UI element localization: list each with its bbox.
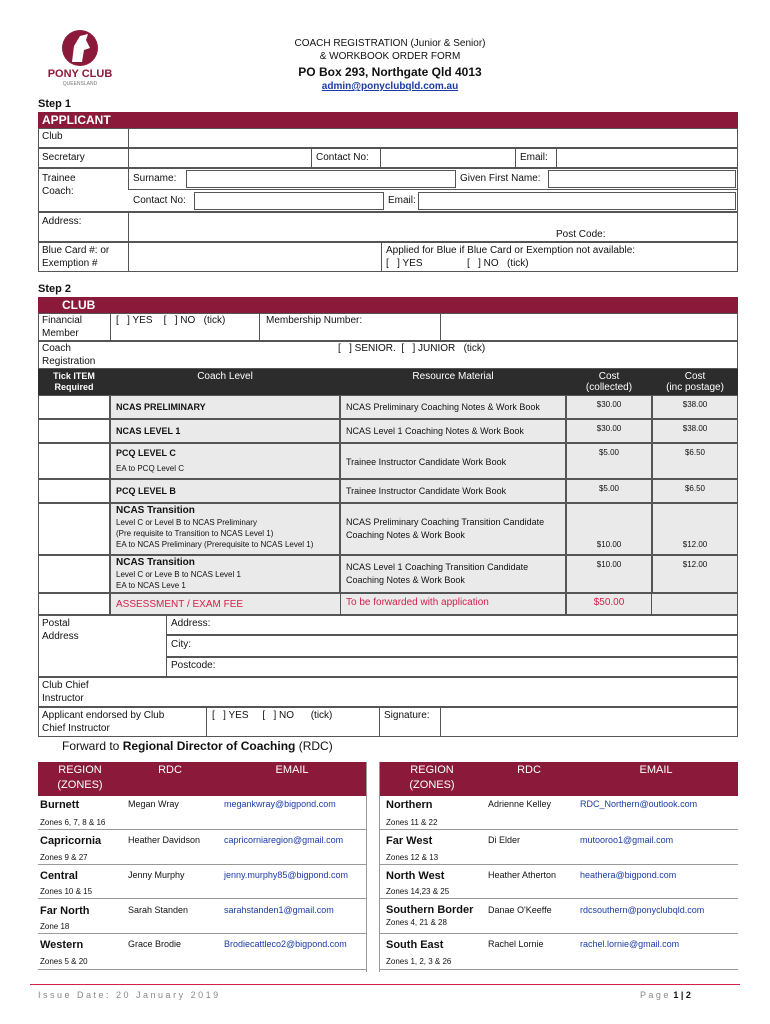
page-value: 1 | 2 (673, 990, 691, 1000)
secretary-input[interactable] (128, 148, 312, 168)
header-email-link[interactable]: admin@ponyclubqld.com.au (321, 81, 459, 92)
item-cost-postage: $38.00 (682, 400, 708, 409)
page-number (640, 990, 691, 1000)
rdc-th-zones: (ZONES) (57, 779, 103, 791)
table-cell (340, 503, 566, 555)
address-input[interactable] (128, 212, 738, 242)
item-cost-collected: $5.00 (598, 484, 620, 493)
rdc-name: Megan Wray (128, 799, 179, 809)
item-level: NCAS LEVEL 1 (116, 426, 181, 436)
rdc-left-table (38, 796, 366, 972)
rdc-row (38, 865, 366, 899)
tick-box[interactable] (38, 395, 110, 419)
issue-date: I s s u e D a t e : 2 0 J a n u a r y 2 0 1 9 (38, 990, 219, 1000)
rdc-row (380, 796, 738, 830)
coach-reg-label: Coach (42, 343, 71, 354)
rdc-region: Central (40, 870, 78, 882)
item-level: PCQ LEVEL B (116, 486, 176, 496)
item-cost-collected: $10.00 (596, 560, 622, 569)
exemption-label: Exemption # (42, 258, 98, 269)
rdc-zones: Zones 4, 21 & 28 (386, 918, 447, 927)
rdc-name: Adrienne Kelley (488, 799, 552, 809)
rdc-name: Rachel Lornie (488, 939, 544, 949)
form-title: COACH REGISTRATION (Junior & Senior) (294, 38, 486, 49)
rdc-region: North West (386, 870, 445, 882)
secretary-contact-input[interactable] (380, 148, 516, 168)
horse-head-icon (30, 26, 130, 70)
rdc-region: Southern Border (386, 904, 474, 916)
membership-input[interactable] (440, 313, 738, 341)
pony-club-logo (30, 26, 130, 92)
rdc-th-region: REGION (410, 764, 454, 776)
rdc-zones: Zones 6, 7, 8 & 16 (40, 818, 106, 827)
postal-city-input[interactable] (166, 635, 738, 657)
rdc-name: Di Elder (488, 835, 521, 845)
item-resource: Trainee Instructor Candidate Work Book (346, 486, 507, 496)
item-resource: NCAS Preliminary Coaching Transition Candidate (346, 517, 545, 527)
tick-box[interactable] (38, 443, 110, 479)
rdc-th-email: EMAIL (275, 764, 309, 776)
item-cost-collected: $10.00 (596, 540, 622, 549)
item-cost-postage: $6.50 (684, 448, 706, 457)
item-sub: EA to NCAS Preliminary (Prerequisite to NCAS Level 1) (116, 540, 314, 549)
rdc-divider (366, 762, 380, 972)
rdc-region: Burnett (40, 799, 80, 811)
trainee-label: Trainee (42, 173, 76, 184)
postal-city-label: City: (171, 639, 191, 650)
endorse-label: Applicant endorsed by Club (42, 710, 165, 721)
item-resource: Coaching Notes & Work Book (346, 575, 465, 585)
applicant-bar-title: APPLICANT (42, 113, 111, 127)
rdc-row (380, 934, 738, 970)
tick-box[interactable] (38, 503, 110, 555)
postal-address-label: Address (42, 631, 79, 642)
given-name-input[interactable] (548, 170, 736, 188)
rdc-email-link[interactable]: rdcsouthern@ponyclubqld.com (580, 905, 705, 915)
footer-divider (30, 984, 740, 985)
signature-label: Signature: (384, 710, 430, 721)
rdc-row (380, 899, 738, 934)
item-cost-postage: $38.00 (682, 424, 708, 433)
item-level: NCAS PRELIMINARY (116, 402, 206, 412)
trainee-email-label: Email: (388, 195, 416, 206)
rdc-region: Far North (40, 905, 90, 917)
rdc-email-link[interactable]: sarahstanden1@gmail.com (224, 905, 334, 915)
step2-label: Step 2 (38, 283, 72, 295)
item-level: NCAS Transition (116, 557, 195, 568)
rdc-name: Sarah Standen (128, 905, 189, 915)
forward-post: (RDC) (295, 739, 333, 753)
postal-address-header: PO Box 293, Northgate Qld 4013 (298, 65, 482, 79)
th-tick: Tick ITEM (53, 371, 95, 381)
rdc-right-table (380, 796, 738, 972)
item-sub: EA to NCAS Leve 1 (116, 581, 186, 590)
rdc-region: South East (386, 939, 444, 951)
rdc-th-email: EMAIL (639, 764, 673, 776)
rdc-zones: Zones 11 & 22 (386, 818, 438, 827)
logo-subtext: QUEENSLAND (62, 81, 98, 87)
th-inc-postage: (inc postage) (666, 382, 724, 393)
blue-applied-label: Applied for Blue if Blue Card or Exemption not available: (386, 245, 636, 256)
forward-text (62, 739, 333, 753)
coach-label: Coach: (42, 186, 74, 197)
item-cost-postage: $6.50 (684, 484, 706, 493)
tick-box[interactable] (38, 593, 110, 615)
tick-box[interactable] (38, 419, 110, 443)
rdc-th-zones: (ZONES) (409, 779, 455, 791)
secretary-label: Secretary (42, 152, 85, 163)
signature-input[interactable] (440, 707, 738, 737)
rdc-zones: Zones 14,23 & 25 (386, 887, 450, 896)
secretary-email-label: Email: (520, 152, 548, 163)
rdc-name: Heather Davidson (128, 835, 201, 845)
th-resource: Resource Material (412, 371, 494, 382)
rdc-name: Jenny Murphy (128, 870, 185, 880)
item-resource: NCAS Preliminary Coaching Notes & Work Book (346, 402, 540, 412)
rdc-email-link[interactable]: megankwray@bigpond.com (224, 799, 336, 809)
secretary-contact-label: Contact No: (316, 152, 369, 163)
rdc-email-link[interactable]: RDC_Northern@outlook.com (580, 799, 698, 809)
rdc-email-link[interactable]: rachel.lornie@gmail.com (580, 939, 680, 949)
rdc-zones: Zones 9 & 27 (40, 853, 88, 862)
blue-card-label: Blue Card #: or (42, 245, 110, 256)
blue-card-input[interactable] (128, 242, 382, 272)
club-label: Club (42, 131, 63, 142)
th-collected: (collected) (585, 382, 633, 393)
rdc-zones: Zones 10 & 15 (40, 887, 93, 896)
item-cost-collected: $30.00 (596, 400, 622, 409)
rdc-region: Capricornia (40, 835, 102, 847)
address-label: Address: (42, 216, 82, 227)
item-resource: NCAS Level 1 Coaching Notes & Work Book (346, 426, 524, 436)
surname-input[interactable] (186, 170, 456, 188)
instructor-label: Instructor (42, 693, 84, 704)
assessment-label: ASSESSMENT / EXAM FEE (116, 599, 244, 610)
financial-options: [ ] YES [ ] NO (tick) (116, 315, 226, 326)
trainee-contact-label: Contact No: (133, 195, 186, 206)
applicant-bar (38, 112, 738, 128)
rdc-region: Far West (386, 835, 433, 847)
financial-label: Financial (42, 315, 83, 326)
rdc-email-link[interactable]: heathera@bigpond.com (580, 870, 677, 880)
rdc-name: Grace Brodie (128, 939, 182, 949)
rdc-region: Western (40, 939, 84, 951)
rdc-zones: Zones 1, 2, 3 & 26 (386, 957, 452, 966)
membership-label: Membership Number: (266, 315, 363, 326)
endorse-options: [ ] YES [ ] NO (tick) (212, 710, 333, 721)
trainee-contact-input[interactable] (194, 192, 384, 210)
given-name-label: Given First Name: (460, 173, 541, 184)
item-cost-collected: $30.00 (596, 424, 622, 433)
item-cost-postage: $12.00 (682, 540, 708, 549)
blue-applied-tick[interactable]: [ ] YES [ ] NO (tick) (386, 258, 529, 269)
forward-pre: Forward to (62, 739, 123, 753)
rdc-email-link[interactable]: jenny.murphy85@bigpond.com (224, 870, 349, 880)
trainee-email-input[interactable] (418, 192, 736, 210)
rdc-row (38, 830, 366, 865)
postal-postcode-label: Postcode: (171, 660, 216, 671)
th-cost-postage: Cost (684, 371, 706, 382)
coach-reg-tick[interactable]: [ ] SENIOR. [ ] JUNIOR (tick) (338, 343, 486, 354)
rdc-name: Heather Atherton (488, 870, 557, 880)
club-input[interactable] (128, 128, 738, 148)
th-cost-collected: Cost (598, 371, 620, 382)
item-resource: Trainee Instructor Candidate Work Book (346, 457, 507, 467)
postal-address-input[interactable] (166, 615, 738, 635)
rdc-zones: Zone 18 (40, 922, 70, 931)
rdc-zones: Zones 12 & 13 (386, 853, 439, 862)
item-resource: NCAS Level 1 Coaching Transition Candidate (346, 562, 529, 572)
item-cost-collected: $5.00 (598, 448, 620, 457)
logo-text: PONY CLUB (47, 68, 113, 80)
tick-box[interactable] (38, 479, 110, 503)
form-subtitle: & WORKBOOK ORDER FORM (319, 51, 461, 62)
rdc-row (380, 865, 738, 899)
assessment-note: To be forwarded with application (346, 597, 489, 608)
tick-box[interactable] (38, 555, 110, 593)
rdc-th-rdc: RDC (517, 764, 541, 776)
item-sub: Level C or Leve B to NCAS Level 1 (116, 570, 241, 579)
surname-label: Surname: (133, 173, 177, 184)
item-sub: (Pre requisite to Transition to NCAS Level 1) (116, 529, 274, 538)
secretary-email-input[interactable] (556, 148, 738, 168)
item-sub: Level C or Level B to NCAS Preliminary (116, 518, 257, 527)
item-sub: EA to PCQ Level C (116, 464, 185, 473)
rdc-row (38, 899, 366, 934)
th-required: Required (54, 382, 94, 392)
club-bar (38, 297, 738, 313)
rdc-row (38, 934, 366, 970)
postal-address-field-label: Address: (171, 618, 211, 629)
rdc-th-rdc: RDC (158, 764, 182, 776)
rdc-zones: Zones 5 & 20 (40, 957, 88, 966)
rdc-email-link[interactable]: capricorniaregion@gmail.com (224, 835, 344, 845)
item-resource: Coaching Notes & Work Book (346, 530, 465, 540)
rdc-th-region: REGION (58, 764, 102, 776)
table-cell (340, 555, 566, 593)
th-coach-level: Coach Level (197, 371, 253, 382)
step1-label: Step 1 (38, 98, 72, 110)
forward-bold: Regional Director of Coaching (122, 739, 296, 753)
club-bar-title: CLUB (62, 298, 96, 312)
item-level: PCQ LEVEL C (116, 448, 176, 458)
endorse-chief-label: Chief Instructor (42, 723, 110, 734)
chief-label: Club Chief (42, 680, 89, 691)
chief-row[interactable] (38, 677, 738, 707)
registration-label: Registration (42, 356, 96, 367)
rdc-row (38, 796, 366, 830)
rdc-email-link[interactable]: mutooroo1@gmail.com (580, 835, 674, 845)
rdc-region: Northern (386, 799, 433, 811)
rdc-row (380, 830, 738, 865)
postcode-label: Post Code: (556, 229, 606, 240)
item-cost-postage: $12.00 (682, 560, 708, 569)
postal-label: Postal (42, 618, 70, 629)
postal-postcode-input[interactable] (166, 657, 738, 677)
assessment-fee: $50.00 (593, 597, 625, 608)
item-level: NCAS Transition (116, 505, 195, 516)
rdc-email-link[interactable]: Brodiecattleco2@bigpond.com (224, 939, 347, 949)
member-label: Member (42, 328, 79, 339)
page-prefix: P a g e (640, 990, 674, 1000)
rdc-name: Danae O'Keeffe (488, 905, 552, 915)
